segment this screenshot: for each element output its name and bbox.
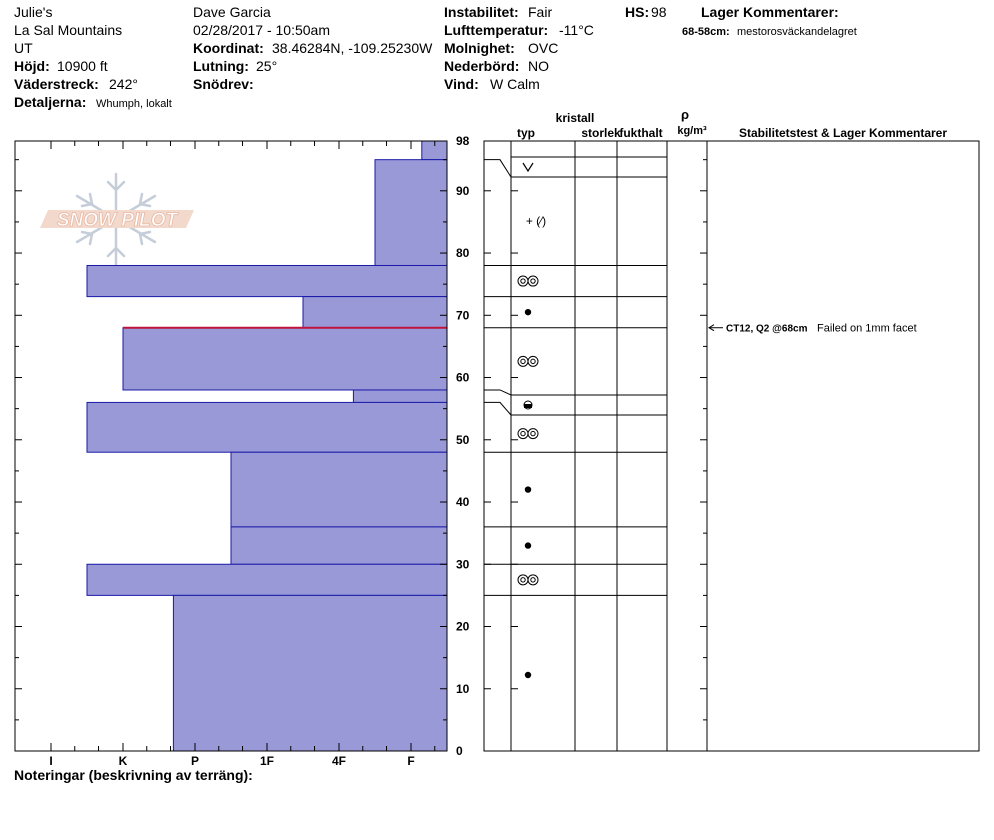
layer-comment-range: 68-58cm: (682, 26, 730, 38)
layer-table-frame (484, 141, 979, 751)
height-tick-label: 98 (456, 134, 470, 148)
notes-label: Noteringar (beskrivning av terräng): (14, 767, 253, 783)
grain-surface-hoar-icon (523, 163, 533, 171)
hardness-tick-label: 1F (259, 754, 275, 768)
observer-name: Dave Garcia (193, 4, 271, 20)
grain-rounded-icon (528, 356, 538, 366)
header-stability: Stabilitetstest & Lager Kommentarer (738, 126, 948, 140)
hardness-layer-bar (87, 564, 447, 595)
hardness-layer-bar (375, 160, 447, 266)
grain-rounded-icon (521, 279, 525, 283)
layer-comment-text: mestorosväckandelagret (737, 26, 857, 38)
header-crystal: kristall (555, 111, 595, 125)
mountain-range: La Sal Mountains (14, 22, 123, 38)
elevation-label: Höjd: (14, 58, 50, 74)
hs-value: 98 (651, 4, 667, 20)
height-tick-label: 90 (456, 183, 470, 198)
grain-rounded-icon (531, 578, 535, 582)
state: UT (14, 40, 33, 56)
header-rho: ρ (680, 107, 690, 122)
grain-faceted-round-icon (524, 404, 532, 408)
hardness-tick-label: I (49, 754, 53, 768)
grain-precip-particle-icon (525, 309, 531, 315)
grain-rounded-icon (518, 429, 528, 439)
observation-datetime: 02/28/2017 - 10:50am (193, 22, 330, 38)
wind-label: Vind: (444, 76, 479, 92)
elevation-value: 10900 ft (57, 58, 108, 74)
height-tick-label: 70 (456, 308, 470, 323)
grain-rounded-icon (518, 276, 528, 286)
grain-rounded-icon (528, 429, 538, 439)
layer-connector (484, 402, 511, 415)
header-moisture: fukthalt (619, 126, 663, 140)
grain-rounded-icon (521, 431, 525, 435)
grain-rounded-icon (518, 575, 528, 585)
hardness-layer-bar (123, 328, 447, 390)
instability-value: Fair (528, 4, 553, 20)
test-code: CT12, Q2 @68cm (726, 323, 808, 335)
hardness-layer-bar (87, 265, 447, 296)
height-tick-label: 0 (456, 744, 463, 758)
slope-label: Lutning: (193, 58, 249, 74)
details-value: Whumph, lokalt (96, 98, 172, 110)
grain-new-snow-icon: + (⁄) (525, 214, 547, 229)
wind-value: W Calm (490, 76, 540, 92)
coordinate-value: 38.46284N, -109.25230W (272, 40, 433, 56)
grain-rounded-icon (521, 359, 525, 363)
height-tick-label: 20 (456, 619, 470, 634)
hardness-tick-label: 4F (331, 754, 347, 768)
sky-label: Molnighet: (444, 40, 515, 56)
hardness-layer-bar (87, 402, 447, 452)
aspect-value: 242° (109, 76, 138, 92)
hardness-layer-bar (231, 452, 447, 527)
height-tick-label: 80 (456, 246, 470, 261)
drift-label: Snödrev: (193, 76, 254, 92)
coordinate-label: Koordinat: (193, 40, 264, 56)
air-temp-label: Lufttemperatur: (444, 22, 549, 38)
hardness-tick-label: K (118, 754, 128, 768)
grain-symbols (518, 163, 546, 678)
air-temp-value: -11°C (559, 22, 594, 38)
grain-rounded-icon (531, 359, 535, 363)
hardness-tick-label: P (190, 754, 200, 768)
grain-rounded-icon (528, 575, 538, 585)
header-type: typ (517, 126, 535, 140)
hardness-layer-bar (303, 297, 447, 328)
height-tick-label: 30 (456, 557, 470, 572)
precip-label: Nederbörd: (444, 58, 520, 74)
grain-rounded-icon (531, 431, 535, 435)
grain-rounded-icon (528, 276, 538, 286)
slope-value: 25° (256, 58, 278, 74)
hardness-layers (87, 141, 447, 751)
layer-connector (484, 160, 511, 177)
header-density-unit: kg/m³ (677, 125, 707, 137)
instability-label: Instabilitet: (444, 4, 519, 20)
layer-comments-title: Lager Kommentarer: (701, 4, 839, 20)
grain-precip-particle-icon (525, 672, 531, 678)
grain-precip-particle-icon (525, 486, 531, 492)
header-size: storlek (581, 126, 621, 140)
sky-value: OVC (528, 40, 559, 56)
grain-precip-particle-icon (525, 542, 531, 548)
hardness-layer-bar (353, 390, 447, 402)
height-tick-label: 40 (456, 495, 470, 510)
details-label: Detaljerna: (14, 94, 87, 110)
test-comment: Failed on 1mm facet (817, 322, 917, 335)
hardness-tick-label: F (407, 754, 415, 768)
logo-text: SNOW PILOT (56, 210, 178, 231)
grain-rounded-icon (518, 356, 528, 366)
grain-rounded-icon (531, 279, 535, 283)
height-tick-label: 60 (456, 370, 470, 385)
height-tick-label: 10 (456, 681, 470, 696)
location-name: Julie's (14, 4, 53, 20)
hs-label: HS: (625, 4, 650, 20)
hardness-layer-bar (231, 527, 447, 564)
layer-connector (484, 390, 511, 395)
hardness-layer-bar (173, 595, 447, 751)
grain-rounded-icon (521, 578, 525, 582)
aspect-label: Väderstreck: (14, 76, 99, 92)
height-tick-label: 50 (456, 432, 470, 447)
precip-value: NO (528, 58, 549, 74)
stability-test-result (709, 323, 917, 335)
